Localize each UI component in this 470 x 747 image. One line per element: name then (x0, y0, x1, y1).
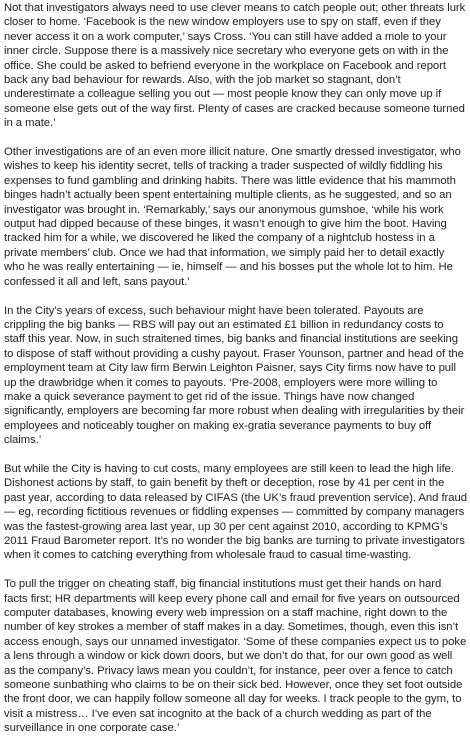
paragraph-facebook-spying: Not that investigators always need to use clever means to catch people out; other threats lurk closer to home. ‘Facebook is the new window employers use to spy on staff, even if they never access it on a work computer,’ says Cross. ‘You can still have added a mole to your inner circle. Suppose there is a massively nice secretary who everyone gets on with in the office. She could be asked to befriend everyone in the workplace on Facebook and report back any bad behaviour for rewards. Also, with the job market so stagnant, don’t underestimate a colleague selling you out — most people know they can only move up if someone else gets out of the way first. Plenty of cases are cracked because someone turned in a mate.’ (4, 2, 466, 130)
paragraph-illicit-investigations: Other investigations are of an even more illicit nature. One smartly dressed investigator, who wishes to keep his identity secret, tells of tracking a trader suspected of wildly fiddling his expenses to fund gambling and drinking habits. There was little evidence that his mammoth binges hadn’t actually been spent entertaining multiple clients, as he suggested, and so an investigator was brought in. ‘Remarkably,’ says our anonymous gumshoe, ‘while his work output had dipped because of these binges, it wasn’t enough to give him the boot. Having tracked him for a while, we discovered he liked the company of a nightclub hostess in a private members’ club. Once we had that information, we simply paid her to detail exactly who he was really entertaining — ie, himself — and his bosses put the whole lot to him. He confessed it all and left, sans payout.’ (4, 146, 461, 288)
paragraph-city-payouts: In the City’s years of excess, such behaviour might have been tolerated. Payouts are crippling the big banks — RBS will pay out an estimated £1 billion in redundancy costs to staff this year. Now, in such straitened times, big banks and financial institutions are seeking to dispose of staff without providing a cushy payout. Fraser Younson, partner and head of the employment team at City law firm Berwin Leighton Paisner, says City firms now have to pull up the drawbridge when it comes to payouts. ‘Pre-2008, employers were more willing to make a quick severance payment to get rid of the issue. Things have now changed significantly, employers are becoming far more robust when dealing with irregularities by their employees and noticeably tougher on making ex-gratia severance payments to buy off claims.’ (4, 304, 465, 447)
paragraph-fraud-statistics: But while the City is having to cut costs, many employees are still keen to lead the high life. Dishonest actions by staff, to gain benefit by theft or deception, rose by 41 per cent in the past year, according to data released by CIFAS (the UK’s fraud prevention service). And fraud — eg, recording fictitious revenues or fiddling expenses — committed by company managers was the fastest-growing area last year, up 30 per cent against 2010, according to KPMG’s 2011 Fraud Barometer report. It’s no wonder the big banks are turning to private investigators when it comes to catching everything from wholesale fraud to casual time-wasting. (4, 462, 467, 562)
paragraph-surveillance-methods: To pull the trigger on cheating staff, big financial institutions must get their hands on hard facts first; HR departments will keep every phone call and email for five years on outsourced computer databases, knowing every web impression on a staff machine, right down to the number of key strokes a member of staff makes in a day. Sometimes, though, even this isn’t access enough, says our unnamed investigator. ‘Some of these companies expect us to poke a lens through a window or kick down doors, but we don’t do that, for our own good as well as the company’s. Privacy laws mean you couldn’t, for instance, peer over a fence to catch someone sunbathing who claims to be on their sick bed. However, once they set foot outside the front door, we can happily follow someone all day for weeks. I track people to the gym, to visit a mistress… I’ve even sat incognito at the back of a church wedding as part of the surveillance in one corporate case.’ (4, 578, 467, 735)
